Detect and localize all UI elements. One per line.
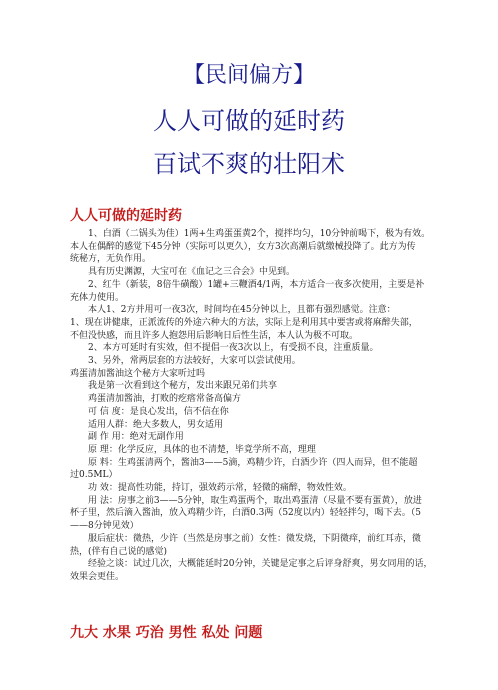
body-line: 1、现在讲健康，正派流传的外途六种大的方法，实际上是利用其中要害或将麻醉失部， <box>70 317 418 328</box>
body-line: 本人在偶醉的感觉下45分钟（实际可以更久），女方3次高潮后就缴械投降了。此方为传 <box>70 241 416 252</box>
body-line: ——8分钟见效） <box>70 521 139 532</box>
body-line: 具有历史渊源，大宝可在《血记之三合会》中见到。 <box>88 267 296 278</box>
body-line: 本人1、2方并用可一夜3次，时间均在45分钟以上，且都有强烈感觉。注意： <box>88 305 396 316</box>
body-line: 经验之谈：试过几次，大概能延时20分钟，关键是定事之后评身舒爽，男女同用的话， <box>88 559 432 570</box>
title-line-1: 人人可做的延时药 <box>153 107 345 135</box>
body-line: 副 作 用：绝对无副作用 <box>88 432 184 443</box>
body-line: 原 理：化学反应，具体的也不清楚，毕竟学所不高，理理 <box>88 444 316 455</box>
body-line: 2、红牛（新装，8倍牛磺酸）1罐+三鞭酒4/1两，本方适合一夜多次使用，主要是补 <box>88 279 425 290</box>
body-line: 3、另外，常两层套的方法较好，大家可以尝试使用。 <box>88 356 301 367</box>
body-line: 原 料：生鸡蛋清两个，酱油3——5滴，鸡精少许，白酒少许（四人而异，但不能超 <box>88 457 418 468</box>
header-tag: 【民间偏方】 <box>182 63 315 88</box>
body-line: 不但没快感，而且许多人抱怨用后影响日后性生活，本人认为极不可取。 <box>70 330 359 341</box>
article-body <box>70 228 432 584</box>
body-line: 可 信 度：是良心发出，信不信在你 <box>88 406 229 417</box>
body-line: 热，(伴有自己说的感觉) <box>70 546 168 557</box>
body-line: 服后症状：微热，少许（当然是房事之前）女性：微发烧，下阴微痒，前红耳赤，微 <box>88 533 422 544</box>
body-line: 功 效：提高性功能，持订，强效药示常，轻微的痛醉，物效性效。 <box>88 483 352 494</box>
next-section-title: 九大 水果 巧治 男性 私处 问题 <box>70 625 263 641</box>
body-line: 杯子里，然后滴入酱油，放入鸡精少许，白酒0.3两（52度以内）轻轻拌匀，喝下去。（5 <box>70 508 421 519</box>
body-line: 统秘方，无负作用。 <box>70 254 152 265</box>
title-line-2: 百试不爽的壮阳术 <box>153 150 345 178</box>
body-line: 我是第一次看到这个秘方，发出来跟兄弟们共享 <box>88 381 278 392</box>
body-line: 鸡蛋清加酱油，打败的疙瘩常备高偏方 <box>88 394 242 405</box>
body-line: 充体力使用。 <box>70 292 125 303</box>
body-line: 适用人群：绝大多数人，男女适用 <box>88 419 224 430</box>
body-line: 鸡蛋清加酱油这个秘方大家听过吗 <box>70 368 206 379</box>
body-line: 1、白酒（二锅头为佳）1两+生鸡蛋蛋黄2个，搅拌均匀，10分钟前喝下，极为有效。 <box>88 229 431 239</box>
section-title: 人人可做的延时药 <box>70 208 182 224</box>
body-line: 效果会更佳。 <box>70 571 125 582</box>
body-line: 2、本方可延时有实效，但不提倡一夜3次以上，有受损不良，注重质量。 <box>88 343 379 354</box>
body-line: 过0.5ML） <box>70 470 118 481</box>
body-line: 用 法：房事之前3——5分钟，取生鸡蛋两个，取出鸡蛋清（尽量不要有蛋黄），放进 <box>88 495 422 506</box>
